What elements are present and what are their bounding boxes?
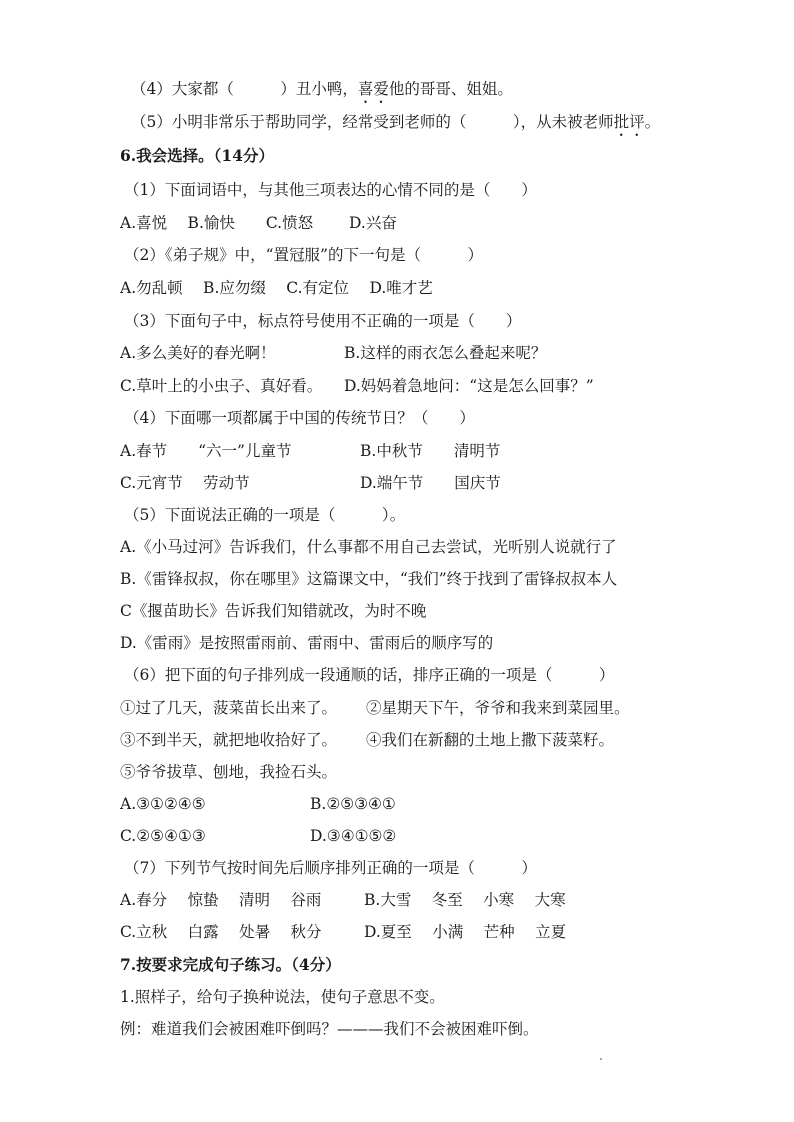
q3-row-1 bbox=[120, 343, 547, 363]
section-7-subtask-1: 1.照样子，给句子换种说法，使句子意思不变。 bbox=[120, 988, 445, 1006]
q4-row-2 bbox=[120, 473, 501, 493]
q5-option-a: A.《小马过河》告诉我们，什么事都不用自己去尝试，光听别人说就行了 bbox=[120, 538, 617, 556]
q6-option-a: A.③①②④⑤ bbox=[120, 795, 206, 813]
section-6-title: 6.我会选择。（14分） bbox=[120, 146, 275, 165]
q7-stem: （7）下列节气按时间先后顺序排列正确的一项是（ ） bbox=[124, 859, 537, 877]
q3-stem: （3）下面句子中，标点符号使用不正确的一项是（ ） bbox=[124, 312, 522, 330]
fill-item-5-post: 。 bbox=[644, 113, 661, 131]
q1-stem: （1）下面词语中，与其他三项表达的心情不同的是（ ） bbox=[124, 181, 537, 199]
q6-option-d: D.③④①⑤② bbox=[310, 827, 397, 845]
q6-sentence-5: ⑤爷爷拔草、刨地，我捡石头。 bbox=[120, 763, 338, 781]
q5-option-b: B.《雷锋叔叔，你在哪里》这篇课文中，“我们”终于找到了雷锋叔叔本人 bbox=[120, 570, 618, 588]
q1-options: A.喜悦 B.愉快 C.愤怒 D.兴奋 bbox=[120, 214, 397, 232]
q6-sentence-4: ④我们在新翻的土地上撒下菠菜籽。 bbox=[366, 731, 615, 749]
section-7-title: 7.按要求完成句子练习。（4分） bbox=[120, 955, 341, 974]
q4-option-b: B.中秋节 清明节 bbox=[360, 442, 501, 460]
q4-row-1 bbox=[120, 441, 501, 461]
q4-option-d: D.端午节 国庆节 bbox=[360, 474, 501, 492]
fill-item-4-emph: 喜爱 bbox=[357, 80, 389, 98]
q5-stem: （5）下面说法正确的一项是（ ）。 bbox=[124, 506, 406, 524]
q4-option-c: C.元宵节 劳动节 bbox=[120, 474, 250, 492]
q7-option-b: B.大雪 冬至 小寒 大寒 bbox=[364, 891, 566, 909]
q6-option-b: B.②⑤③④① bbox=[310, 795, 396, 813]
q6-row-ab bbox=[120, 794, 396, 814]
q4-option-a: A.春节 “六一”儿童节 bbox=[120, 442, 292, 460]
q7-option-c: C.立秋 白露 处暑 秋分 bbox=[120, 923, 322, 941]
fill-item-5 bbox=[131, 112, 660, 140]
q6-sentence-1: ①过了几天，菠菜苗长出来了。 bbox=[120, 699, 338, 717]
q6-sentence-3: ③不到半天，就把地收拾好了。 bbox=[120, 731, 338, 749]
q3-option-b: B.这样的雨衣怎么叠起来呢？ bbox=[344, 344, 547, 362]
q3-option-c: C.草叶上的小虫子、真好看。 bbox=[120, 377, 323, 395]
q7-option-a: A.春分 惊蛰 清明 谷雨 bbox=[120, 891, 322, 909]
q3-option-a: A.多么美好的春光啊！ bbox=[120, 344, 276, 362]
q3-option-d: D.妈妈着急地问：“这是怎么回事？” bbox=[344, 377, 594, 395]
q6-option-c: C.②⑤④①③ bbox=[120, 827, 206, 845]
q2-options: A.勿乱顿 B.应勿缀 C.有定位 D.唯才艺 bbox=[120, 279, 433, 297]
q7-row-2 bbox=[120, 922, 567, 942]
q3-row-2 bbox=[120, 376, 594, 396]
q7-row-1 bbox=[120, 890, 566, 910]
q2-stem: （2）《弟子规》中，“置冠服”的下一句是（ ） bbox=[124, 246, 483, 264]
fill-item-4 bbox=[131, 79, 513, 107]
q5-option-d: D.《雷雨》是按照雷雨前、雷雨中、雷雨后的顺序写的 bbox=[120, 634, 494, 652]
q7-option-d: D.夏至 小满 芒种 立夏 bbox=[364, 923, 567, 941]
fill-item-4-pre: （4）大家都（ ）丑小鸭， bbox=[131, 80, 358, 98]
q6-row-1 bbox=[120, 698, 630, 718]
q4-stem: （4）下面哪一项都属于中国的传统节日？（ ） bbox=[124, 409, 475, 427]
fill-item-5-emph: 批评 bbox=[613, 113, 645, 131]
q6-sentence-2: ②星期天下午，爷爷和我来到菜园里。 bbox=[366, 699, 630, 717]
fill-item-5-pre: （5）小明非常乐于帮助同学，经常受到老师的（ ），从未被老师 bbox=[131, 113, 614, 131]
section-7-example: 例：难道我们会被困难吓倒吗？———我们不会被困难吓倒。 bbox=[120, 1020, 539, 1038]
q6-stem: （6）把下面的句子排列成一段通顺的话，排序正确的一项是（ ） bbox=[124, 666, 615, 684]
q6-row-cd bbox=[120, 826, 397, 846]
q5-option-c: C《揠苗助长》告诉我们知错就改，为时不晚 bbox=[120, 602, 427, 620]
scan-speck bbox=[600, 1058, 602, 1060]
fill-item-4-post: 他的哥哥、姐姐。 bbox=[388, 80, 513, 98]
q6-row-2 bbox=[120, 730, 615, 750]
